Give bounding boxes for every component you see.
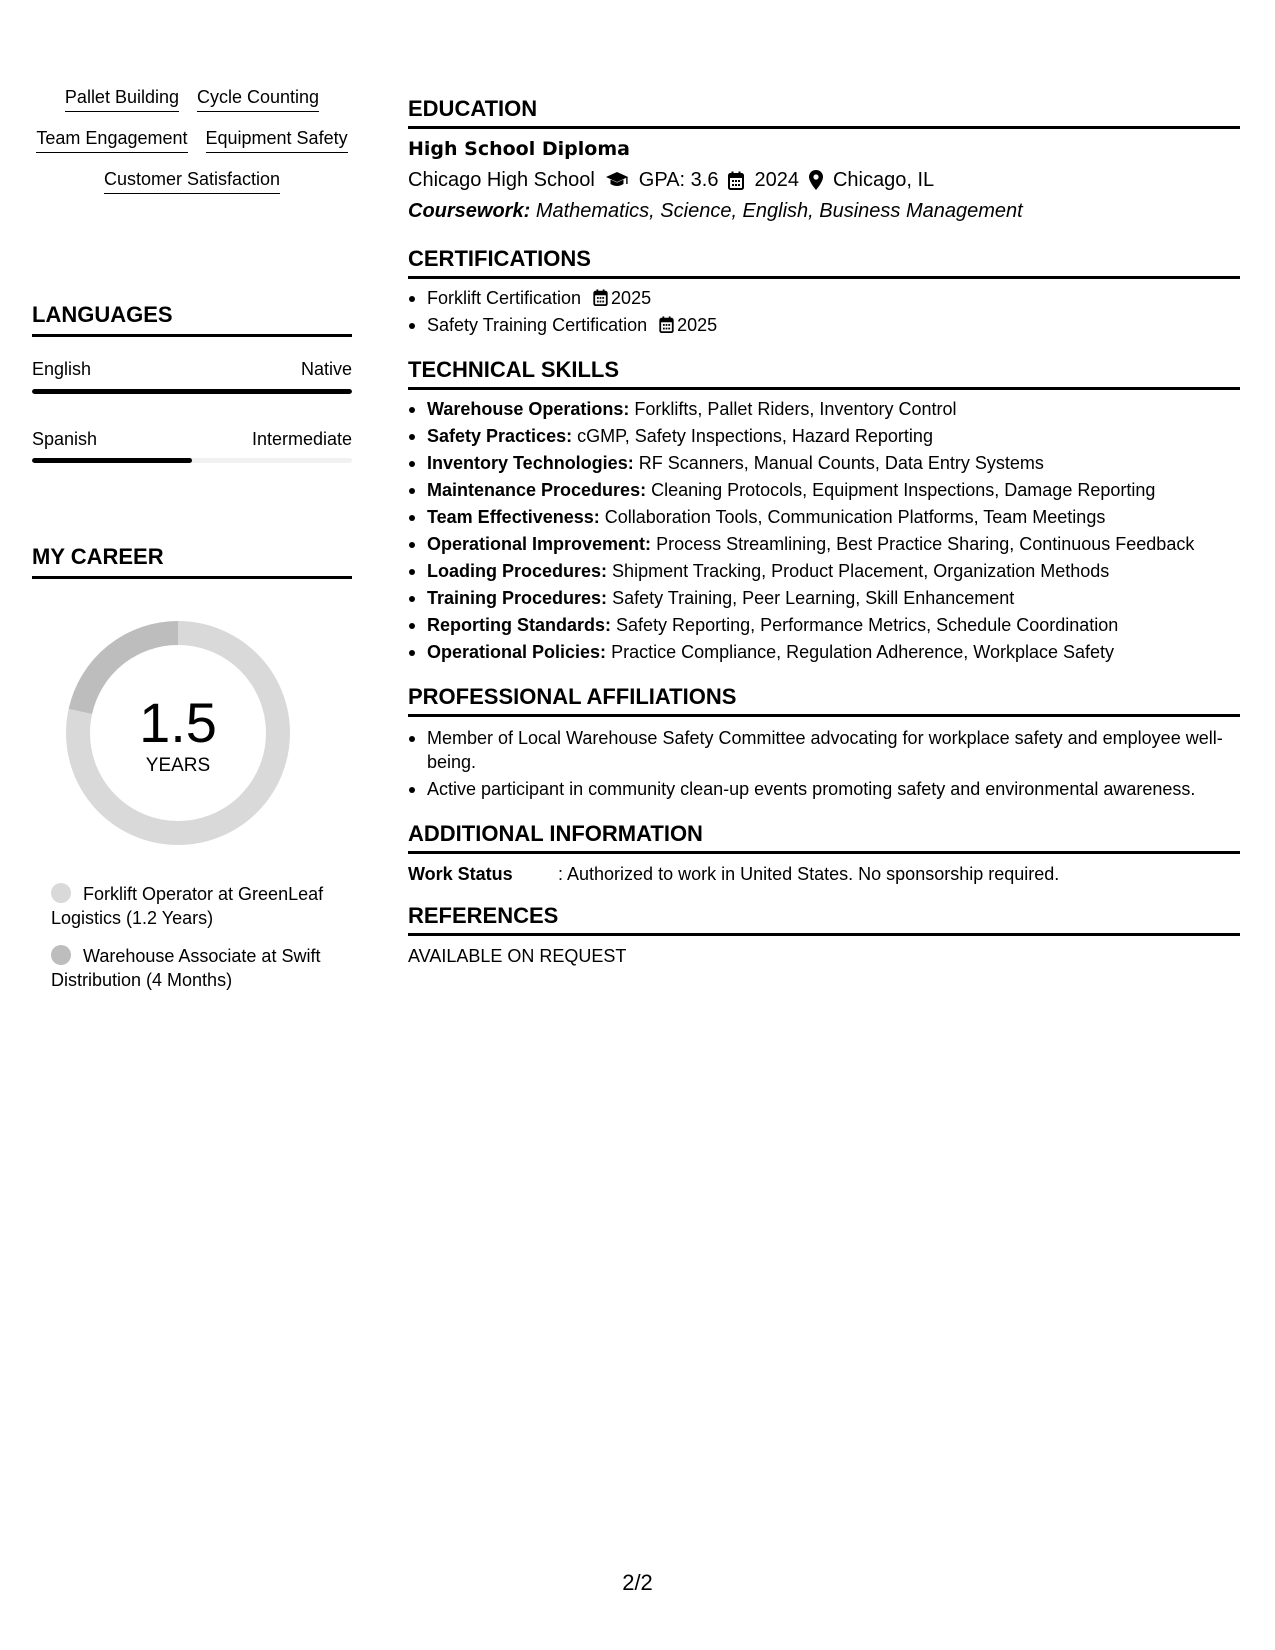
education-year: 2024: [754, 169, 799, 191]
skill-tag: Customer Satisfaction: [104, 168, 280, 194]
additional-info-heading: ADDITIONAL INFORMATION: [408, 821, 1240, 854]
skill-value: Process Streamlining, Best Practice Sharing, Continuous Feedback: [656, 534, 1195, 554]
references-text: AVAILABLE ON REQUEST: [408, 946, 627, 966]
affiliation-item: Active participant in community clean-up events promoting safety and environmental awareness.: [408, 777, 1238, 801]
skill-tag: Pallet Building: [65, 86, 179, 112]
skill-label: Warehouse Operations:: [427, 399, 630, 419]
language-name: Spanish: [32, 429, 98, 449]
graduation-cap-icon: [605, 171, 629, 189]
education-heading: EDUCATION: [408, 96, 1240, 129]
skill-item: [408, 504, 1240, 531]
skill-item: [408, 585, 1240, 612]
skills-list: [32, 86, 352, 194]
affiliations-heading: PROFESSIONAL AFFILIATIONS: [408, 684, 1240, 717]
skill-item: [408, 558, 1240, 585]
career-legend-item: [51, 882, 351, 930]
education-location: Chicago, IL: [832, 169, 935, 191]
skill-value: Practice Compliance, Regulation Adherence, Workplace Safety: [611, 642, 1115, 662]
language-level: Native: [300, 359, 352, 379]
language-bar-fill: [32, 389, 352, 394]
certifications-heading: CERTIFICATIONS: [408, 246, 1240, 279]
technical-skills-list: [408, 396, 1240, 666]
skill-item: [408, 531, 1240, 558]
skill-label: Operational Improvement:: [427, 534, 652, 554]
education-degree: High School Diploma: [408, 138, 630, 160]
skill-tag: Team Engagement: [36, 127, 187, 153]
certification-name: Safety Training Certification: [427, 315, 648, 335]
skill-item: [408, 639, 1240, 666]
skill-value: Safety Training, Peer Learning, Skill Enhancement: [612, 588, 1015, 608]
skill-value: Shipment Tracking, Product Placement, Organization Methods: [612, 561, 1110, 581]
certification-year: 2025: [677, 315, 718, 335]
skill-item: [408, 477, 1240, 504]
skill-value: Cleaning Protocols, Equipment Inspections, Damage Reporting: [651, 480, 1156, 500]
map-pin-icon: [809, 170, 823, 190]
skill-item: [408, 423, 1240, 450]
skill-tag: Equipment Safety: [206, 127, 348, 153]
skill-item: [408, 450, 1240, 477]
language-row-spanish: [32, 428, 352, 450]
skill-label: Reporting Standards:: [427, 615, 612, 635]
skill-label: Training Procedures:: [427, 588, 608, 608]
skill-value: Safety Reporting, Performance Metrics, Schedule Coordination: [616, 615, 1119, 635]
technical-skills-heading: TECHNICAL SKILLS: [408, 357, 1240, 390]
skill-item: [408, 396, 1240, 423]
skill-label: Safety Practices:: [427, 426, 573, 446]
main-column: [408, 0, 1240, 1650]
language-name: English: [32, 359, 92, 379]
affiliation-item: Member of Local Warehouse Safety Committee advocating for workplace safety and employee well-being.: [408, 726, 1238, 774]
languages-heading: LANGUAGES: [32, 302, 352, 337]
certification-item: [408, 285, 1240, 312]
page-number: 2/2: [622, 1570, 653, 1595]
skill-value: RF Scanners, Manual Counts, Data Entry Systems: [638, 453, 1044, 473]
skill-tag: Cycle Counting: [197, 86, 319, 112]
certification-item: [408, 312, 1240, 339]
career-donut-chart: [66, 621, 290, 845]
career-legend-label: Warehouse Associate at Swift Distribution (4 Months): [51, 946, 321, 990]
career-total-unit: YEARS: [145, 755, 211, 776]
sidebar: [32, 0, 352, 1650]
work-status: [408, 862, 1059, 886]
calendar-icon: [593, 289, 608, 306]
certifications-list: [408, 285, 1240, 339]
language-level: Intermediate: [251, 429, 352, 449]
work-status-label: Work Status: [408, 864, 513, 884]
calendar-icon: [659, 316, 674, 333]
language-row-english: [32, 358, 352, 380]
certification-year: 2025: [611, 288, 652, 308]
skill-label: Operational Policies:: [427, 642, 607, 662]
legend-dot: [51, 945, 71, 965]
education-school: Chicago High School: [408, 169, 595, 191]
skill-value: Forklifts, Pallet Riders, Inventory Control: [634, 399, 957, 419]
references-heading: REFERENCES: [408, 903, 1240, 936]
skill-label: Loading Procedures:: [427, 561, 608, 581]
skill-label: Inventory Technologies:: [427, 453, 634, 473]
education-gpa: GPA: 3.6: [638, 169, 719, 191]
coursework-text: Mathematics, Science, English, Business Management: [535, 200, 1023, 222]
career-heading: MY CAREER: [32, 544, 352, 579]
skill-label: Team Effectiveness:: [427, 507, 600, 527]
legend-dot: [51, 883, 71, 903]
work-status-value: : Authorized to work in United States. No sponsorship required.: [558, 864, 1060, 884]
education-details: [408, 167, 934, 193]
certification-name: Forklift Certification: [427, 288, 582, 308]
coursework-label: Coursework:: [408, 200, 531, 222]
affiliations-list: [408, 726, 1238, 804]
language-bar-spanish: [32, 458, 352, 463]
language-bar-english: [32, 389, 352, 394]
career-legend-label: Forklift Operator at GreenLeaf Logistics (1.2 Years): [51, 884, 324, 928]
calendar-icon: [728, 171, 744, 190]
career-legend-item: [51, 944, 351, 992]
education-coursework: [408, 198, 1023, 224]
language-bar-fill: [32, 458, 192, 463]
career-total-value: 1.5: [139, 691, 217, 754]
skill-value: cGMP, Safety Inspections, Hazard Reporting: [577, 426, 933, 446]
skill-item: [408, 612, 1240, 639]
skill-label: Maintenance Procedures:: [427, 480, 647, 500]
skill-value: Collaboration Tools, Communication Platforms, Team Meetings: [604, 507, 1106, 527]
